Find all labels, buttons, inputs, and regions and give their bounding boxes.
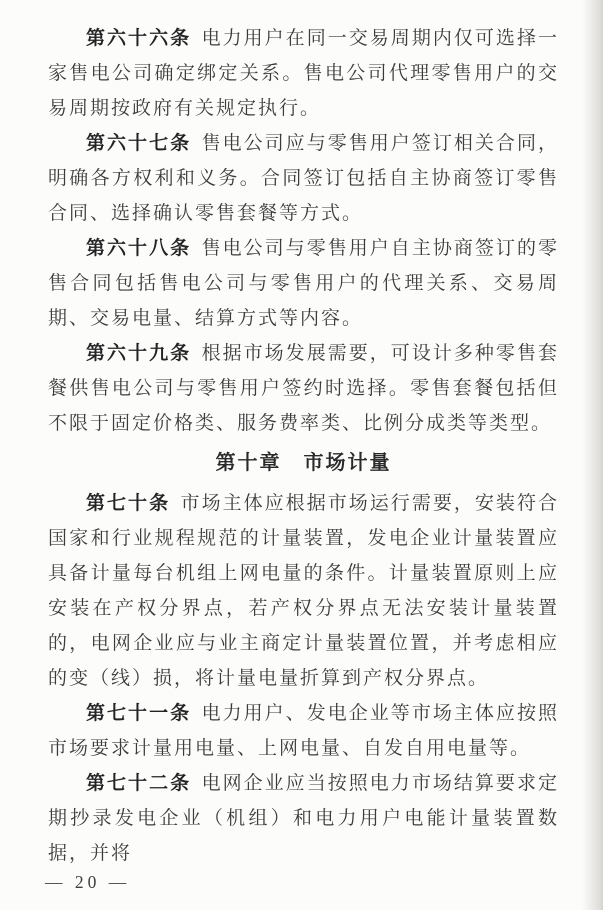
article-number: 第六十九条 xyxy=(86,343,192,364)
article-paragraph-69 xyxy=(48,336,559,441)
article-text: 电网企业应当按照电力市场结算要求定期抄录发电企业（机组）和电力用户电能计量装置数据，并将 xyxy=(48,773,559,864)
article-text: 售电公司与零售用户自主协商签订的零售合同包括售电公司与零售用户的代理关系、交易周期、交易电量、结算方式等内容。 xyxy=(48,238,559,329)
article-paragraph-72 xyxy=(48,766,559,871)
article-paragraph-71 xyxy=(48,696,559,766)
page-content xyxy=(48,21,559,871)
article-paragraph-70 xyxy=(48,486,559,696)
article-number: 第六十七条 xyxy=(86,133,192,154)
article-paragraph-68 xyxy=(48,231,559,336)
article-text: 市场主体应根据市场运行需要，安装符合国家和行业规程规范的计量装置，发电企业计量装置应具备计量每台机组上网电量的条件。计量装置原则上应安装在产权分界点，若产权分界点无法安装计量装置的，电网企业应与业主商定计量装置位置，并考虑相应的变（线）损，将计量电量折算到产权分界点。 xyxy=(48,493,559,689)
article-number: 第六十六条 xyxy=(86,28,192,49)
article-paragraph-67 xyxy=(48,126,559,231)
article-number: 第七十二条 xyxy=(86,773,192,794)
article-number: 第六十八条 xyxy=(86,238,192,259)
article-number: 第七十条 xyxy=(86,493,171,514)
article-paragraph-66 xyxy=(48,21,559,126)
article-text: 根据市场发展需要，可设计多种零售套餐供售电公司与零售用户签约时选择。零售套餐包括但不限于固定价格类、服务费率类、比例分成类等类型。 xyxy=(48,343,559,434)
article-text: 电力用户在同一交易周期内仅可选择一家售电公司确定绑定关系。售电公司代理零售用户的交易周期按政府有关规定执行。 xyxy=(48,28,559,119)
page-number: — 20 — xyxy=(45,872,131,892)
article-text: 售电公司应与零售用户签订相关合同，明确各方权利和义务。合同签订包括自主协商签订零售合同、选择确认零售套餐等方式。 xyxy=(48,133,559,224)
article-number: 第七十一条 xyxy=(86,703,192,724)
article-text: 电力用户、发电企业等市场主体应按照市场要求计量用电量、上网电量、自发自用电量等。 xyxy=(48,703,559,759)
chapter-heading: 第十章 市场计量 xyxy=(215,452,392,474)
